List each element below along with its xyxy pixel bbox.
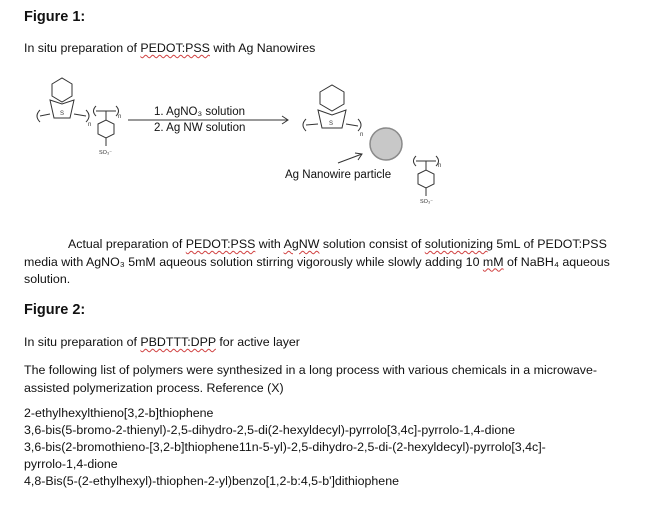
para-t4: mM [482,254,504,269]
s-label-left: S [60,111,65,117]
figure2-caption-pre: In situ preparation of [24,335,141,349]
para-p1: Actual preparation of [68,237,186,251]
ag-particle-icon [370,128,402,160]
reaction-scheme [0,70,652,220]
so3-label-right: SO₃⁻ [420,199,434,205]
para-t1: PEDOT:PSS [185,237,256,251]
figure1-caption-term: PEDOT:PSS [140,41,210,55]
so3-label-left: SO₃⁻ [99,150,113,156]
list-item: 3,6-bis(5-bromo-2-thienyl)-2,5-dihydro-2,5-di(2-hexyldecyl)-pyrrolo[3,4c]-pyrrolo-1,4-dione [24,423,515,437]
list-item: 4,8-Bis(5-(2-ethylhexyl)-thiophen-2-yl)benzo[1,2-b:4,5-b']dithiophene [24,474,399,488]
figure2-intro: The following list of polymers were synthesized in a long process with various chemicals in a microwave-assisted polymerization process. Reference (X) [24,363,597,395]
para-p2: with [255,237,284,251]
list-item: 2-ethylhexylthieno[3,2-b]thiophene [24,406,214,420]
figure2-caption [24,334,300,350]
figure2-heading: Figure 2: [24,302,86,318]
particle-label: Ag Nanowire particle [285,169,392,181]
para-t3: solutionizing [424,237,493,251]
particle-arrow [338,153,362,163]
step-1: 1. AgNO₃ solution [154,106,245,118]
para-p3: solution consist of [319,237,425,251]
figure2-caption-post: for active layer [215,335,300,349]
figure2-caption-term: PBDTTT:DPP [140,335,216,349]
step-2: 2. Ag NW solution [154,122,246,134]
figure1-caption-pre: In situ preparation of [24,41,141,55]
pss-structure-left [94,106,122,146]
figure1-heading: Figure 1: [24,9,86,25]
figure1-paragraph [24,236,624,289]
pss-structure-right [414,156,442,196]
para-p4: 5mL of PEDOT:PSS media with AgNO₃ 5mM aqueous solution stirring vigorously while slowly adding 10 [24,237,607,269]
s-label-right: S [329,121,334,127]
n-label-right-pss: n [438,163,442,169]
list-item: pyrrolo-1,4-dione [24,457,118,471]
n-label-left-pss: n [118,114,122,120]
figure1-caption [24,40,315,56]
figure1-caption-post: with Ag Nanowires [209,41,316,55]
list-item: 3,6-bis(2-bromothieno-[3,2-b]thiophene11n-5-yl)-2,5-dihydro-2,5-di-(2-hexyldecyl)-pyrrolo[3,4c]- [24,440,546,454]
para-t2: AgNW [283,237,320,251]
n-label-right: n [360,132,364,138]
polymer-list [24,405,644,490]
n-label-left: n [88,122,92,128]
para-p5: of NaBH₄ aqueous solution. [24,254,610,286]
